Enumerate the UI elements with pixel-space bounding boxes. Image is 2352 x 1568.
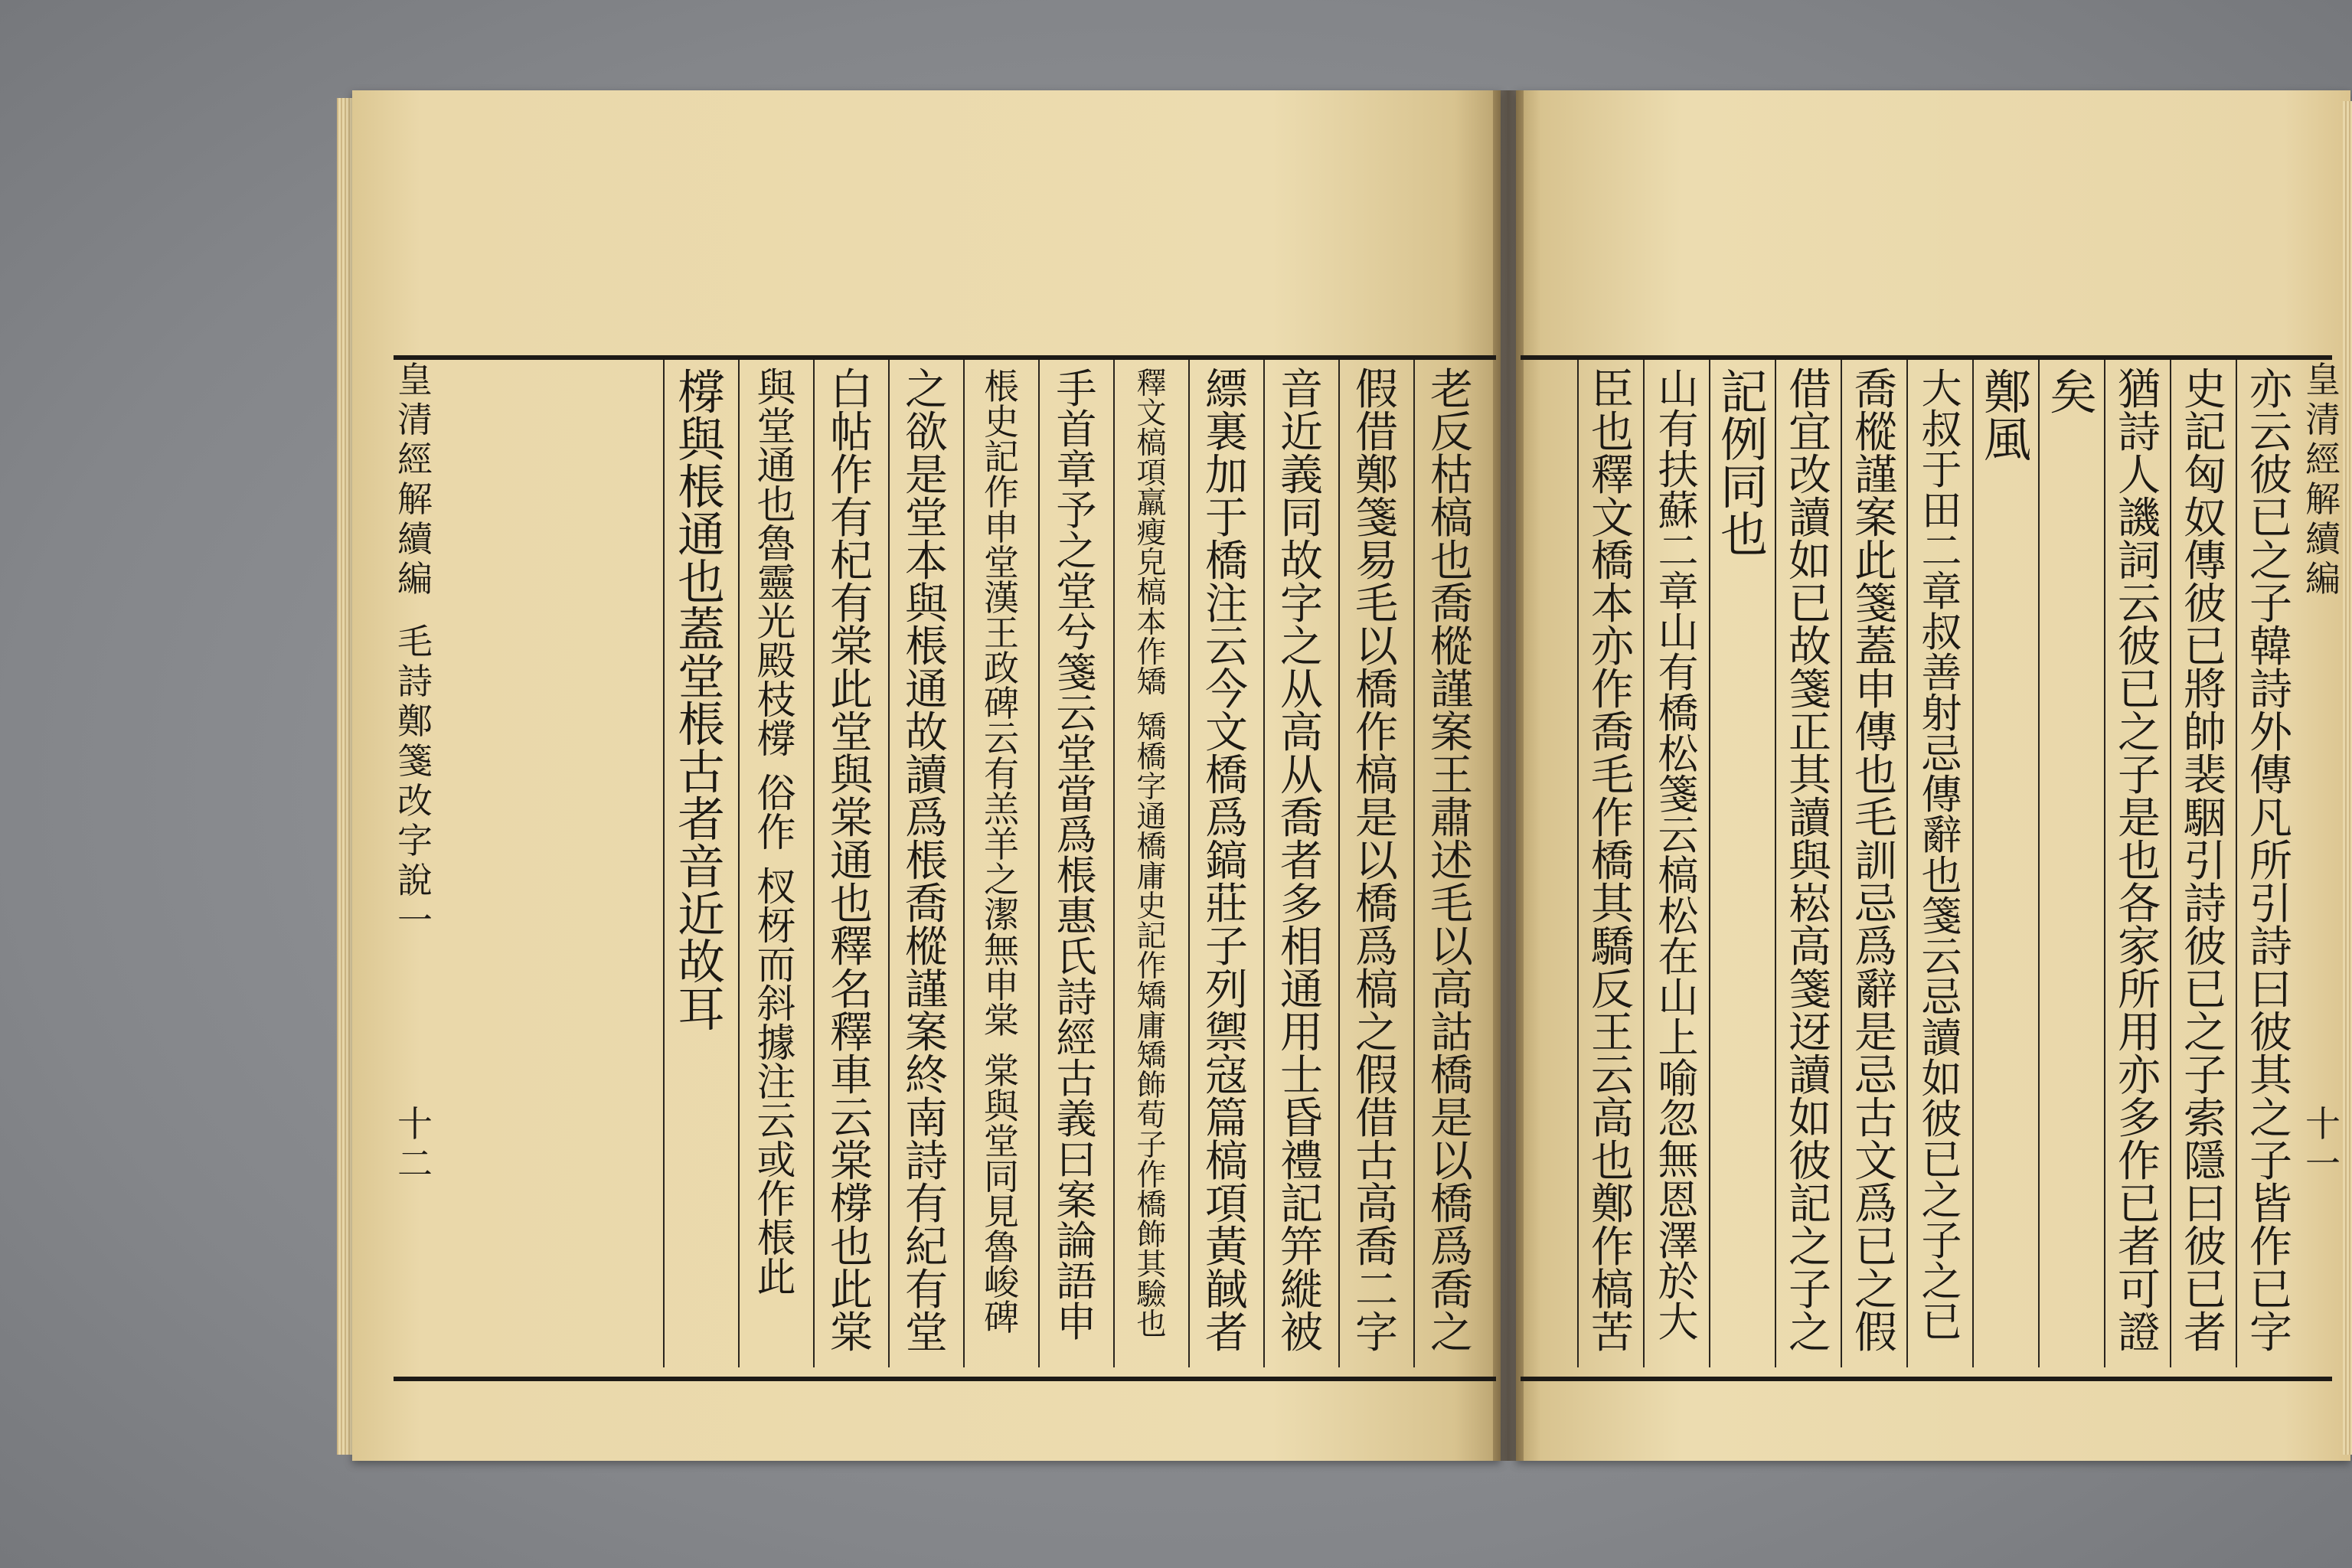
column-rule <box>1643 360 1645 1367</box>
right-text-column: 大 叔 于 田 二 章 叔 善 射 忌 傳 辭 也 箋 云 忌 讀 如 彼 已 之 子 之 已 <box>1921 366 1962 1346</box>
right-text-column: 猶 詩 人 譏 詞 云 彼 已 之 子 是 也 各 家 所 用 亦 多 作 已 者 可 證 <box>2118 365 2161 1358</box>
column-rule <box>1263 360 1265 1367</box>
left-text-column: 手 首 章 予 之 堂 兮 箋 云 堂 當 爲 棖 惠 氏 詩 經 古 義 曰 案 論 語 申 <box>1056 366 1097 1346</box>
column-rule <box>2170 360 2171 1367</box>
right-text-column: 矣 <box>2049 364 2097 420</box>
column-rule <box>1972 360 1974 1367</box>
left-text-column: 之 欲 是 堂 本 與 棖 通 故 讀 爲 棖 喬 樅 謹 案 終 南 詩 有 紀 有 堂 <box>905 365 948 1358</box>
right-text-column: 喬 樅 謹 案 此 箋 蓋 申 傳 也 毛 訓 忌 爲 辭 是 忌 古 文 爲 已 之 假 <box>1854 365 1897 1358</box>
left-text-column: 縹 裏 加 于 橋 注 云 今 文 橋 爲 鎬 莊 子 列 禦 寇 篇 槁 項 黃 馘 者 <box>1205 365 1248 1358</box>
open-book <box>337 90 2341 1484</box>
column-rule <box>963 360 965 1367</box>
left-fold-section: 毛 詩 鄭 箋 改 字 說 一 <box>397 621 433 941</box>
left-text-column: 白 帖 作 有 杞 有 棠 此 堂 與 棠 通 也 釋 名 釋 車 云 棠 橕 也 此 棠 <box>830 365 873 1358</box>
right-text-column: 臣 也 釋 文 橋 本 亦 作 喬 毛 作 橋 其 驕 反 王 云 高 也 鄭 作 槁 苦 <box>1591 365 1634 1358</box>
column-rule <box>1038 360 1040 1367</box>
column-rule <box>1906 360 1908 1367</box>
right-text-column: 山 有 扶 蘇 二 章 山 有 橋 松 箋 云 槁 松 在 山 上 喻 忽 無 恩 澤 於 大 <box>1658 366 1699 1346</box>
left-page-number: 十 二 <box>397 1103 433 1184</box>
right-text-column: 記 例 同 也 <box>1720 364 1768 563</box>
left-text-column: 假 借 鄭 箋 易 毛 以 橋 作 槁 是 以 橋 爲 槁 之 假 借 古 高 喬 二 字 <box>1355 365 1398 1358</box>
column-rule <box>2236 360 2237 1367</box>
right-fold-title: 皇 清 經 解 續 編 <box>2305 359 2341 599</box>
column-rule <box>2038 360 2040 1367</box>
right-text-column: 亦 云 彼 已 之 子 韓 詩 外 傳 凡 所 引 詩 曰 彼 其 之 子 皆 作 已 字 <box>2249 365 2292 1358</box>
left-text-column: 橕 與 棖 通 也 蓋 堂 棖 古 者 音 近 故 耳 <box>677 364 725 1037</box>
right-page-edges <box>2343 101 2352 1455</box>
column-rule <box>2104 360 2105 1367</box>
right-fold-margin <box>2306 360 2340 1367</box>
column-rule <box>1775 360 1776 1367</box>
book-gutter <box>1493 90 1524 1461</box>
column-rule <box>888 360 890 1367</box>
right-text-column: 史 記 匈 奴 傳 彼 已 將 帥 裴 駰 引 詩 彼 已 之 子 索 隱 曰 彼 已 者 <box>2184 365 2226 1358</box>
column-rule <box>1577 360 1579 1367</box>
column-rule <box>1413 360 1415 1367</box>
left-text-column: 音 近 義 同 故 字 之 从 高 从 喬 者 多 相 通 用 士 昏 禮 記 笄 縰 被 <box>1280 365 1323 1358</box>
left-fold-margin <box>398 360 432 1367</box>
column-rule <box>1841 360 1842 1367</box>
column-rule <box>1113 360 1115 1367</box>
left-text-column: 與 堂 通 也 魯 靈 光 殿 枝 橕 俗 作 杈 枒 而 斜 據 注 云 或 作 棖 此 <box>756 366 796 1301</box>
left-text-column: 老 反 枯 槁 也 喬 樅 謹 案 王 肅 述 毛 以 高 詁 橋 是 以 橋 爲 喬 之 <box>1430 365 1473 1358</box>
column-rule <box>1709 360 1710 1367</box>
column-rule <box>1188 360 1190 1367</box>
column-rule <box>813 360 815 1367</box>
column-rule <box>663 360 665 1367</box>
left-text-column: 釋 文 槁 項 羸 瘦 皃 槁 本 作 矯 矯 橋 字 通 橋 庸 史 記 作 矯 庸 矯 飾 荀 子 作 橋 飾 其 驗 也 <box>1136 367 1167 1342</box>
left-text-column: 棖 史 記 作 申 堂 漢 王 政 碑 云 有 羔 羊 之 潔 無 申 棠 棠 與 堂 同 見 魯 峻 碑 <box>984 366 1019 1338</box>
right-text-column: 借 宜 改 讀 如 已 故 箋 正 其 讀 與 崧 高 箋 迓 讀 如 彼 記 之 子 之 <box>1788 365 1831 1358</box>
left-fold-title: 皇 清 經 解 續 編 <box>397 359 433 599</box>
right-page-number: 十 一 <box>2305 1103 2341 1184</box>
right-text-column: 鄭 風 <box>1983 364 2031 468</box>
column-rule <box>1338 360 1340 1367</box>
column-rule <box>738 360 740 1367</box>
